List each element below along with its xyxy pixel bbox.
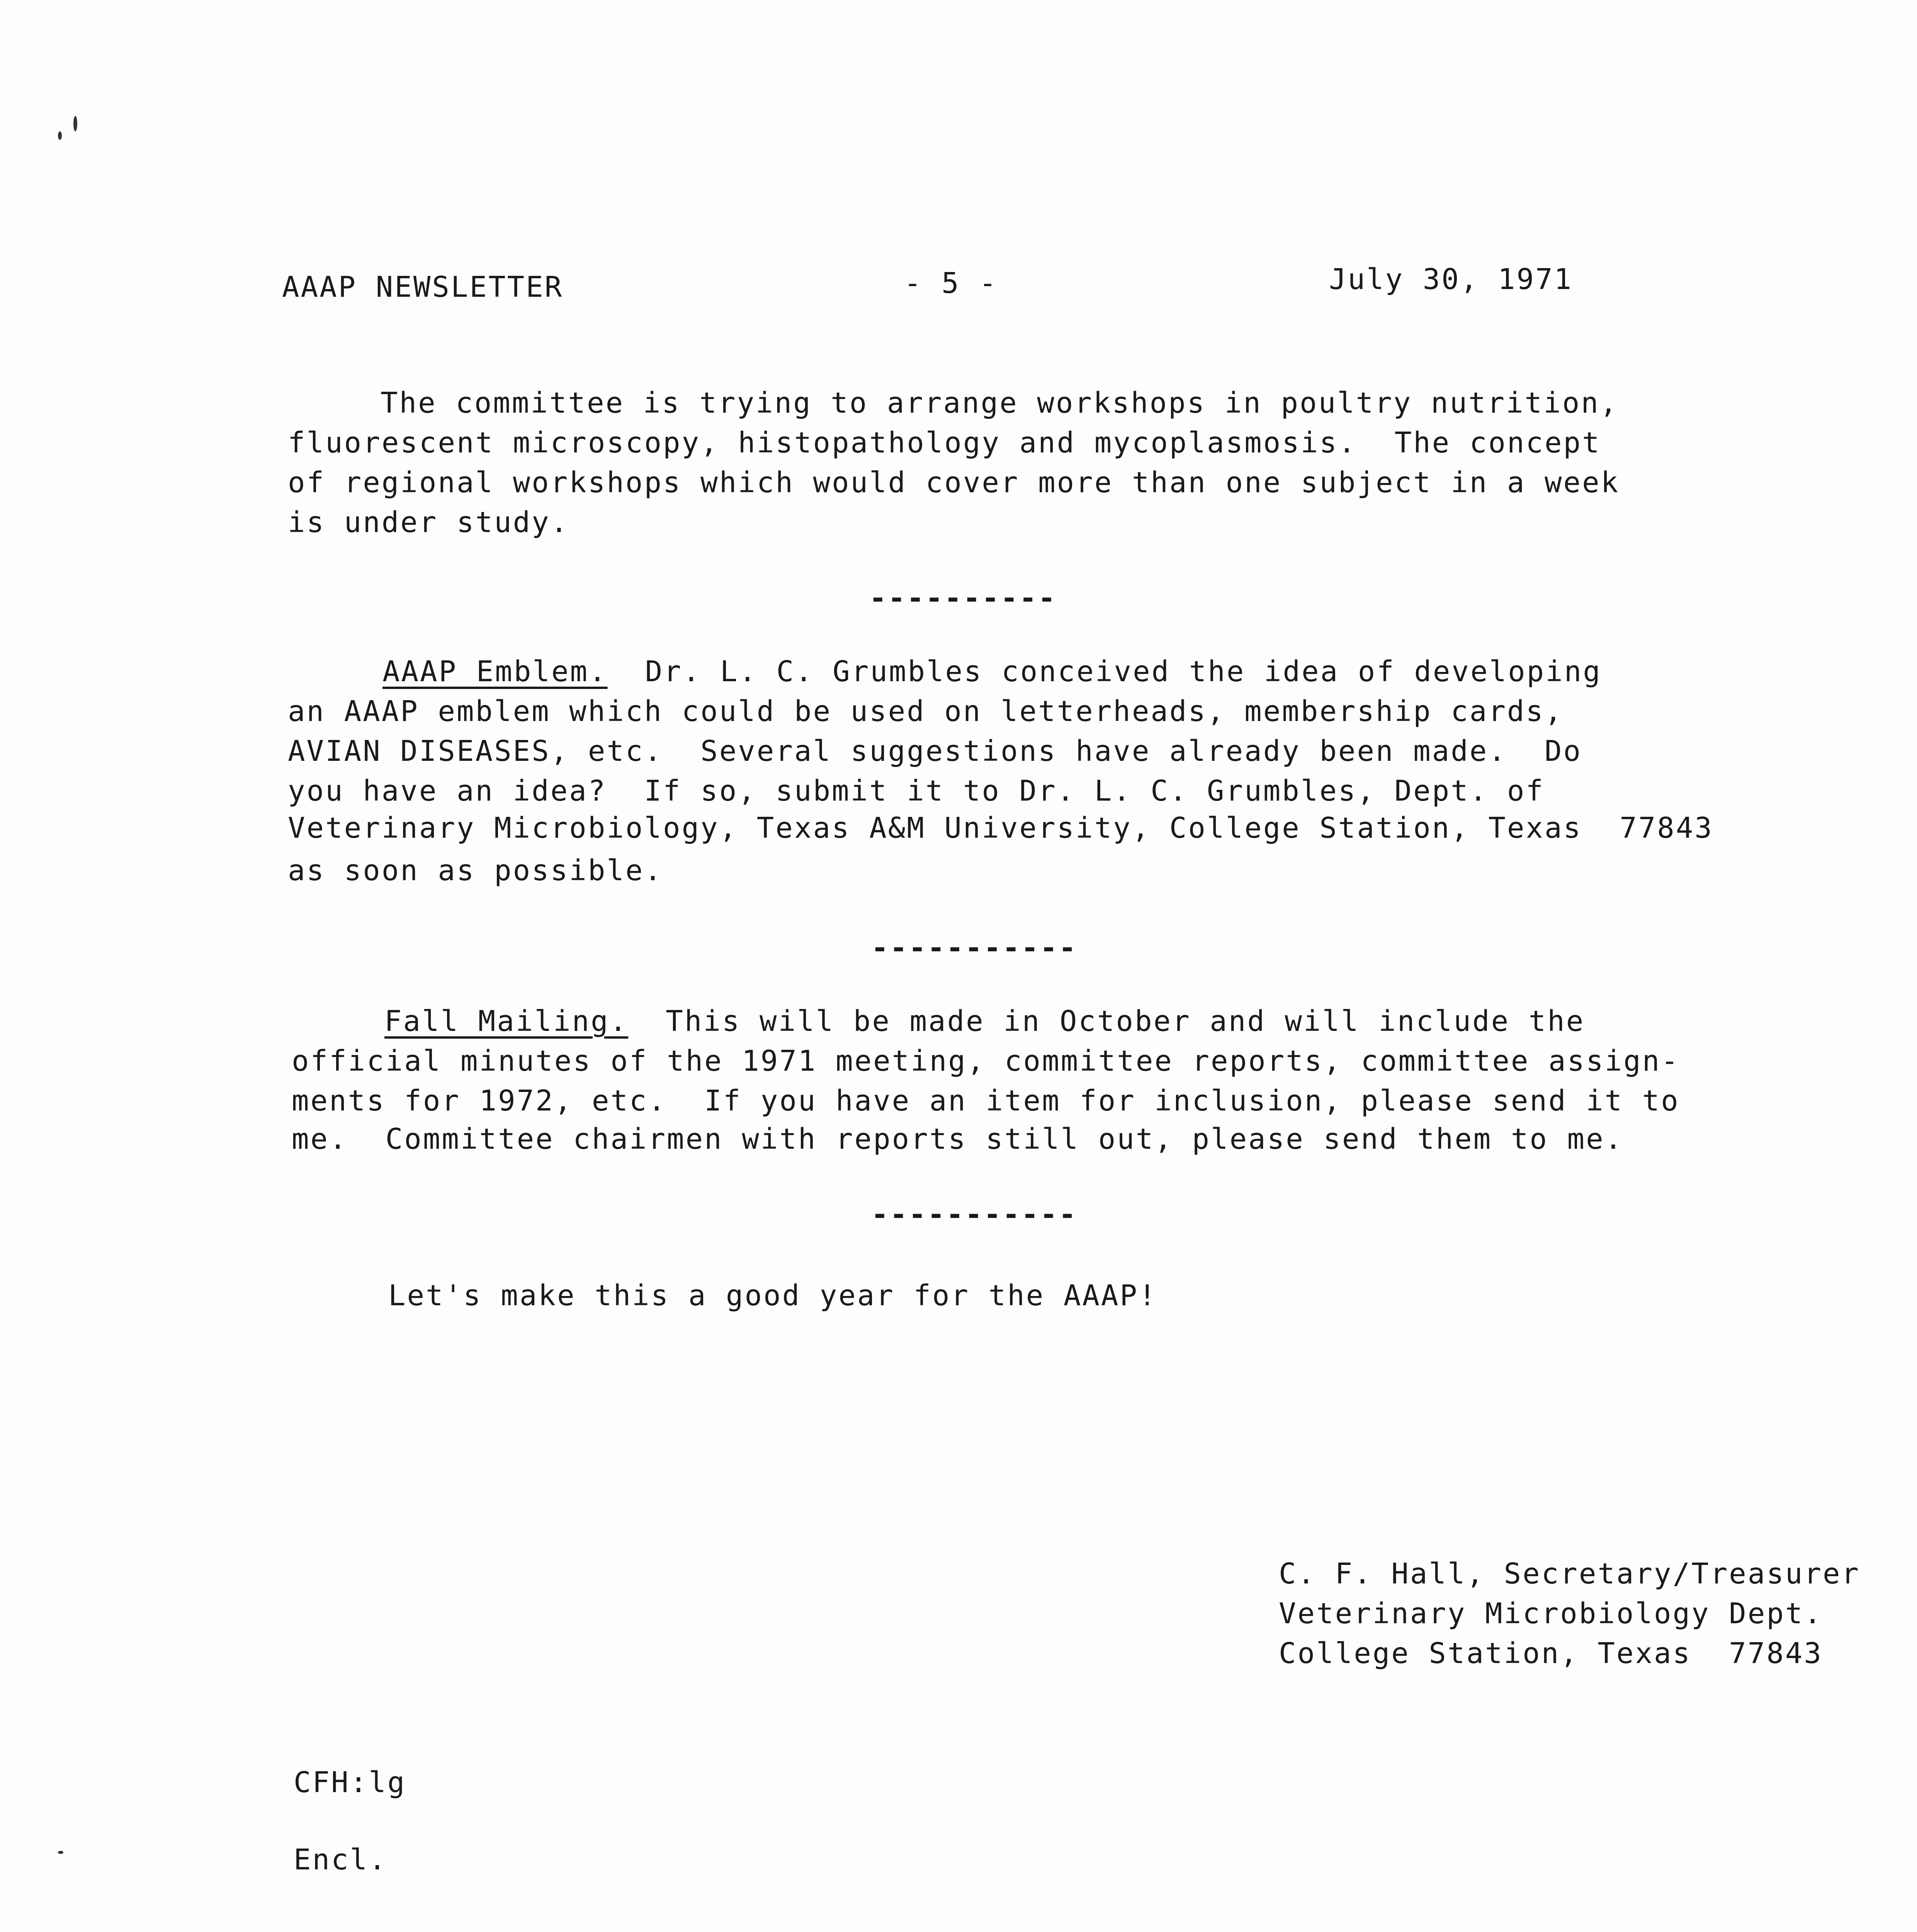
paragraph-line — [384, 1005, 1585, 1038]
paragraph-line: The committee is trying to arrange workshops in poultry nutrition, — [381, 386, 1619, 420]
scan-speck — [73, 116, 77, 131]
closing-line: Let's make this a good year for the AAAP! — [388, 1279, 1157, 1312]
page-number: - 5 - — [904, 267, 998, 300]
header-title: AAAP NEWSLETTER — [282, 270, 564, 304]
paragraph-line — [382, 655, 1602, 688]
separator: ---------- — [869, 582, 1057, 615]
paragraph-line: is under study. — [288, 506, 569, 539]
paragraph-line: an AAAP emblem which could be used on letterheads, membership cards, — [288, 695, 1564, 728]
section-heading-fall-mailing: Fall Mailing. — [384, 1005, 629, 1038]
separator: ----------- — [871, 931, 1078, 964]
signature-line: Veterinary Microbiology Dept. — [1279, 1597, 1823, 1630]
section-heading-emblem: AAAP Emblem. — [382, 655, 608, 688]
paragraph-line: official minutes of the 1971 meeting, committee reports, committee assign- — [292, 1044, 1680, 1078]
separator: ----------- — [871, 1198, 1078, 1231]
paragraph-line: me. Committee chairmen with reports still out, please send them to me. — [292, 1122, 1624, 1156]
paragraph-line: of regional workshops which would cover more than one subject in a week — [288, 466, 1620, 499]
paragraph-line: AVIAN DISEASES, etc. Several suggestions have already been made. Do — [288, 735, 1582, 768]
enclosure-note: Encl. — [294, 1843, 387, 1876]
scan-speck — [58, 131, 62, 140]
paragraph-line-rest: This will be made in October and will include the — [628, 1005, 1585, 1038]
signature-line: C. F. Hall, Secretary/Treasurer — [1279, 1557, 1861, 1590]
paragraph-line: you have an idea? If so, submit it to Dr. L. C. Grumbles, Dept. of — [288, 774, 1545, 808]
paragraph-line: Veterinary Microbiology, Texas A&M University, College Station, Texas 77843 — [288, 811, 1713, 845]
signature-line: College Station, Texas 77843 — [1279, 1637, 1823, 1670]
paragraph-line: ments for 1972, etc. If you have an item for inclusion, please send it to — [292, 1084, 1680, 1117]
scan-speck — [58, 1851, 63, 1854]
paragraph-line-rest: Dr. L. C. Grumbles conceived the idea of developing — [607, 655, 1602, 688]
header-date: July 30, 1971 — [1329, 263, 1573, 296]
paragraph-line: as soon as possible. — [288, 854, 663, 887]
paragraph-line: fluorescent microscopy, histopathology and mycoplasmosis. The concept — [288, 426, 1601, 459]
typist-initials: CFH:lg — [294, 1766, 406, 1799]
